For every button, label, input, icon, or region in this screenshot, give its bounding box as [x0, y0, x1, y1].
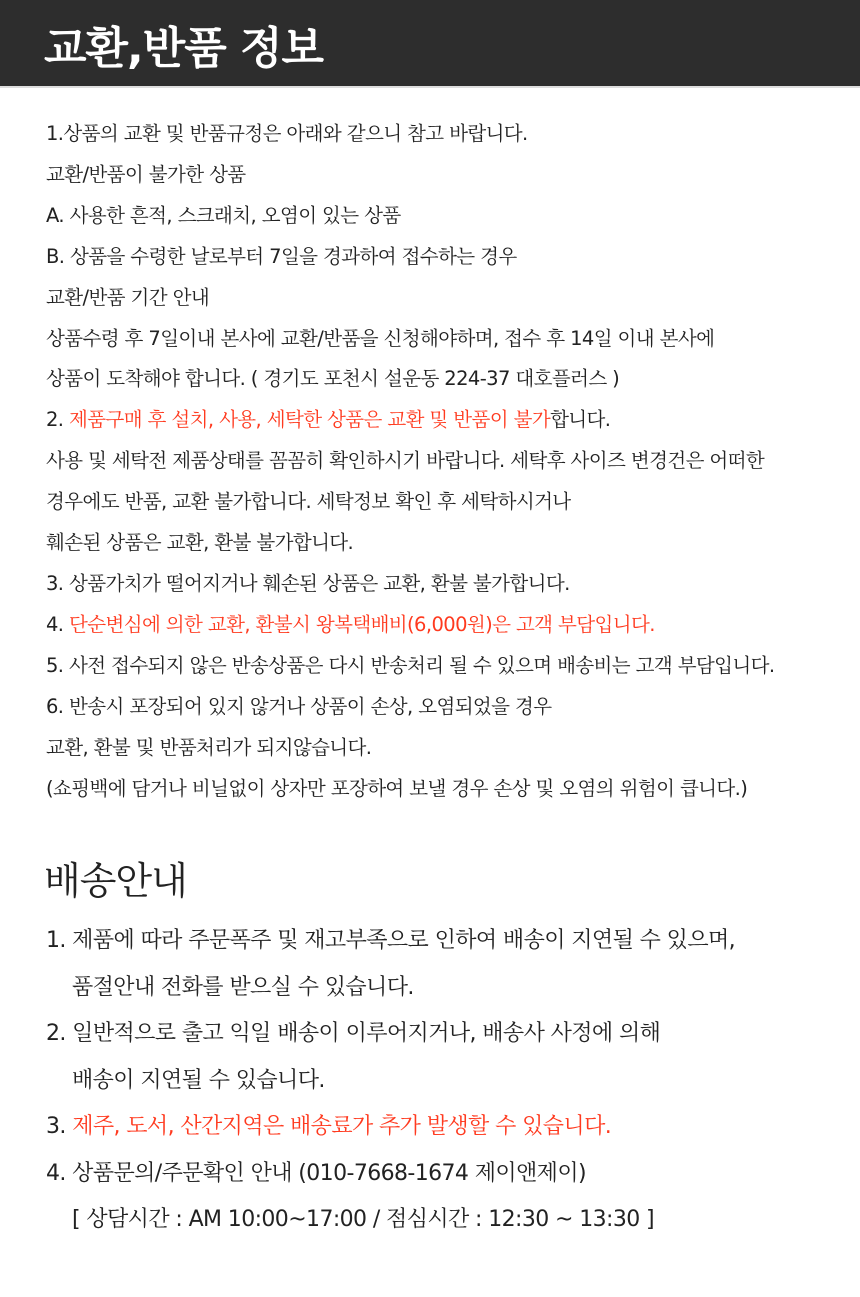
delivery-line: 2. 일반적으로 출고 익일 배송이 이루어지거나, 배송사 사정에 의해	[46, 1021, 661, 1046]
delivery-line: 4. 상품문의/주문확인 안내 (010-7668-1674 제이앤제이)	[46, 1160, 586, 1186]
line-suffix: 합니다.	[550, 408, 611, 432]
info-line: 상품수령 후 7일이내 본사에 교환/반품을 신청해야하며, 접수 후 14일 이내 본사에	[46, 326, 715, 350]
info-line-highlight	[46, 400, 860, 441]
line-prefix: 4.	[46, 612, 70, 636]
info-line: 3. 상품가치가 떨어지거나 훼손된 상품은 교환, 환불 불가합니다.	[46, 571, 570, 595]
info-line: 경우에도 반품, 교환 불가합니다. 세탁정보 확인 후 세탁하시거나	[46, 490, 571, 514]
info-line: 훼손된 상품은 교환, 환불 불가합니다.	[46, 531, 354, 555]
info-line: 교환/반품 기간 안내	[46, 285, 210, 309]
line-prefix: 3.	[46, 1114, 73, 1139]
page-header	[0, 0, 860, 88]
consultation-hours: [ 상담시간 : AM 10:00~17:00 / 점심시간 : 12:30 ~ 13:30 ]	[72, 1207, 655, 1232]
info-line: 교환, 환불 및 반품처리가 되지않습니다.	[46, 735, 372, 759]
info-line: B. 상품을 수령한 날로부터 7일을 경과하여 접수하는 경우	[46, 244, 517, 268]
page-title: 교환,반품 정보	[44, 23, 324, 74]
info-line: A. 사용한 흔적, 스크래치, 오염이 있는 상품	[46, 203, 401, 227]
delivery-line: 배송이 지연될 수 있습니다.	[72, 1067, 325, 1093]
info-line: 교환/반품이 불가한 상품	[46, 162, 246, 186]
highlight-text: 제품구매 후 설치, 사용, 세탁한 상품은 교환 및 반품이 불가	[69, 408, 551, 432]
delivery-line-highlight	[46, 1104, 860, 1151]
highlight-text: 단순변심에 의한 교환, 환불시 왕복택배비(6,000원)은 고객 부담입니다.	[69, 612, 655, 636]
info-line: (쇼핑백에 담거나 비닐없이 상자만 포장하여 보낼 경우 손상 및 오염의 위험이 큽니다.)	[46, 776, 748, 800]
info-line: 사용 및 세탁전 제품상태를 꼼꼼히 확인하시기 바랍니다. 세탁후 사이즈 변경건은 어떠한	[46, 449, 765, 473]
exchange-return-info	[46, 114, 860, 809]
info-line: 6. 반송시 포장되어 있지 않거나 상품이 손상, 오염되었을 경우	[46, 694, 552, 718]
delivery-title: 배송안내	[44, 859, 187, 903]
delivery-info	[46, 918, 860, 1244]
delivery-line: 1. 제품에 따라 주문폭주 및 재고부족으로 인하여 배송이 지연될 수 있으며,	[46, 928, 736, 953]
delivery-line: 품절안내 전화를 받으실 수 있습니다.	[72, 974, 414, 1000]
info-line-highlight	[46, 605, 860, 646]
info-line: 상품이 도착해야 합니다. ( 경기도 포천시 설운동 224-37 대호플러스 )	[46, 367, 620, 391]
line-prefix: 2.	[46, 408, 70, 432]
highlight-text: 제주, 도서, 산간지역은 배송료가 추가 발생할 수 있습니다.	[72, 1114, 612, 1139]
info-line: 1.상품의 교환 및 반품규정은 아래와 같으니 참고 바랍니다.	[46, 122, 528, 145]
info-line: 5. 사전 접수되지 않은 반송상품은 다시 반송처리 될 수 있으며 배송비는 고객 부담입니다.	[46, 653, 775, 677]
